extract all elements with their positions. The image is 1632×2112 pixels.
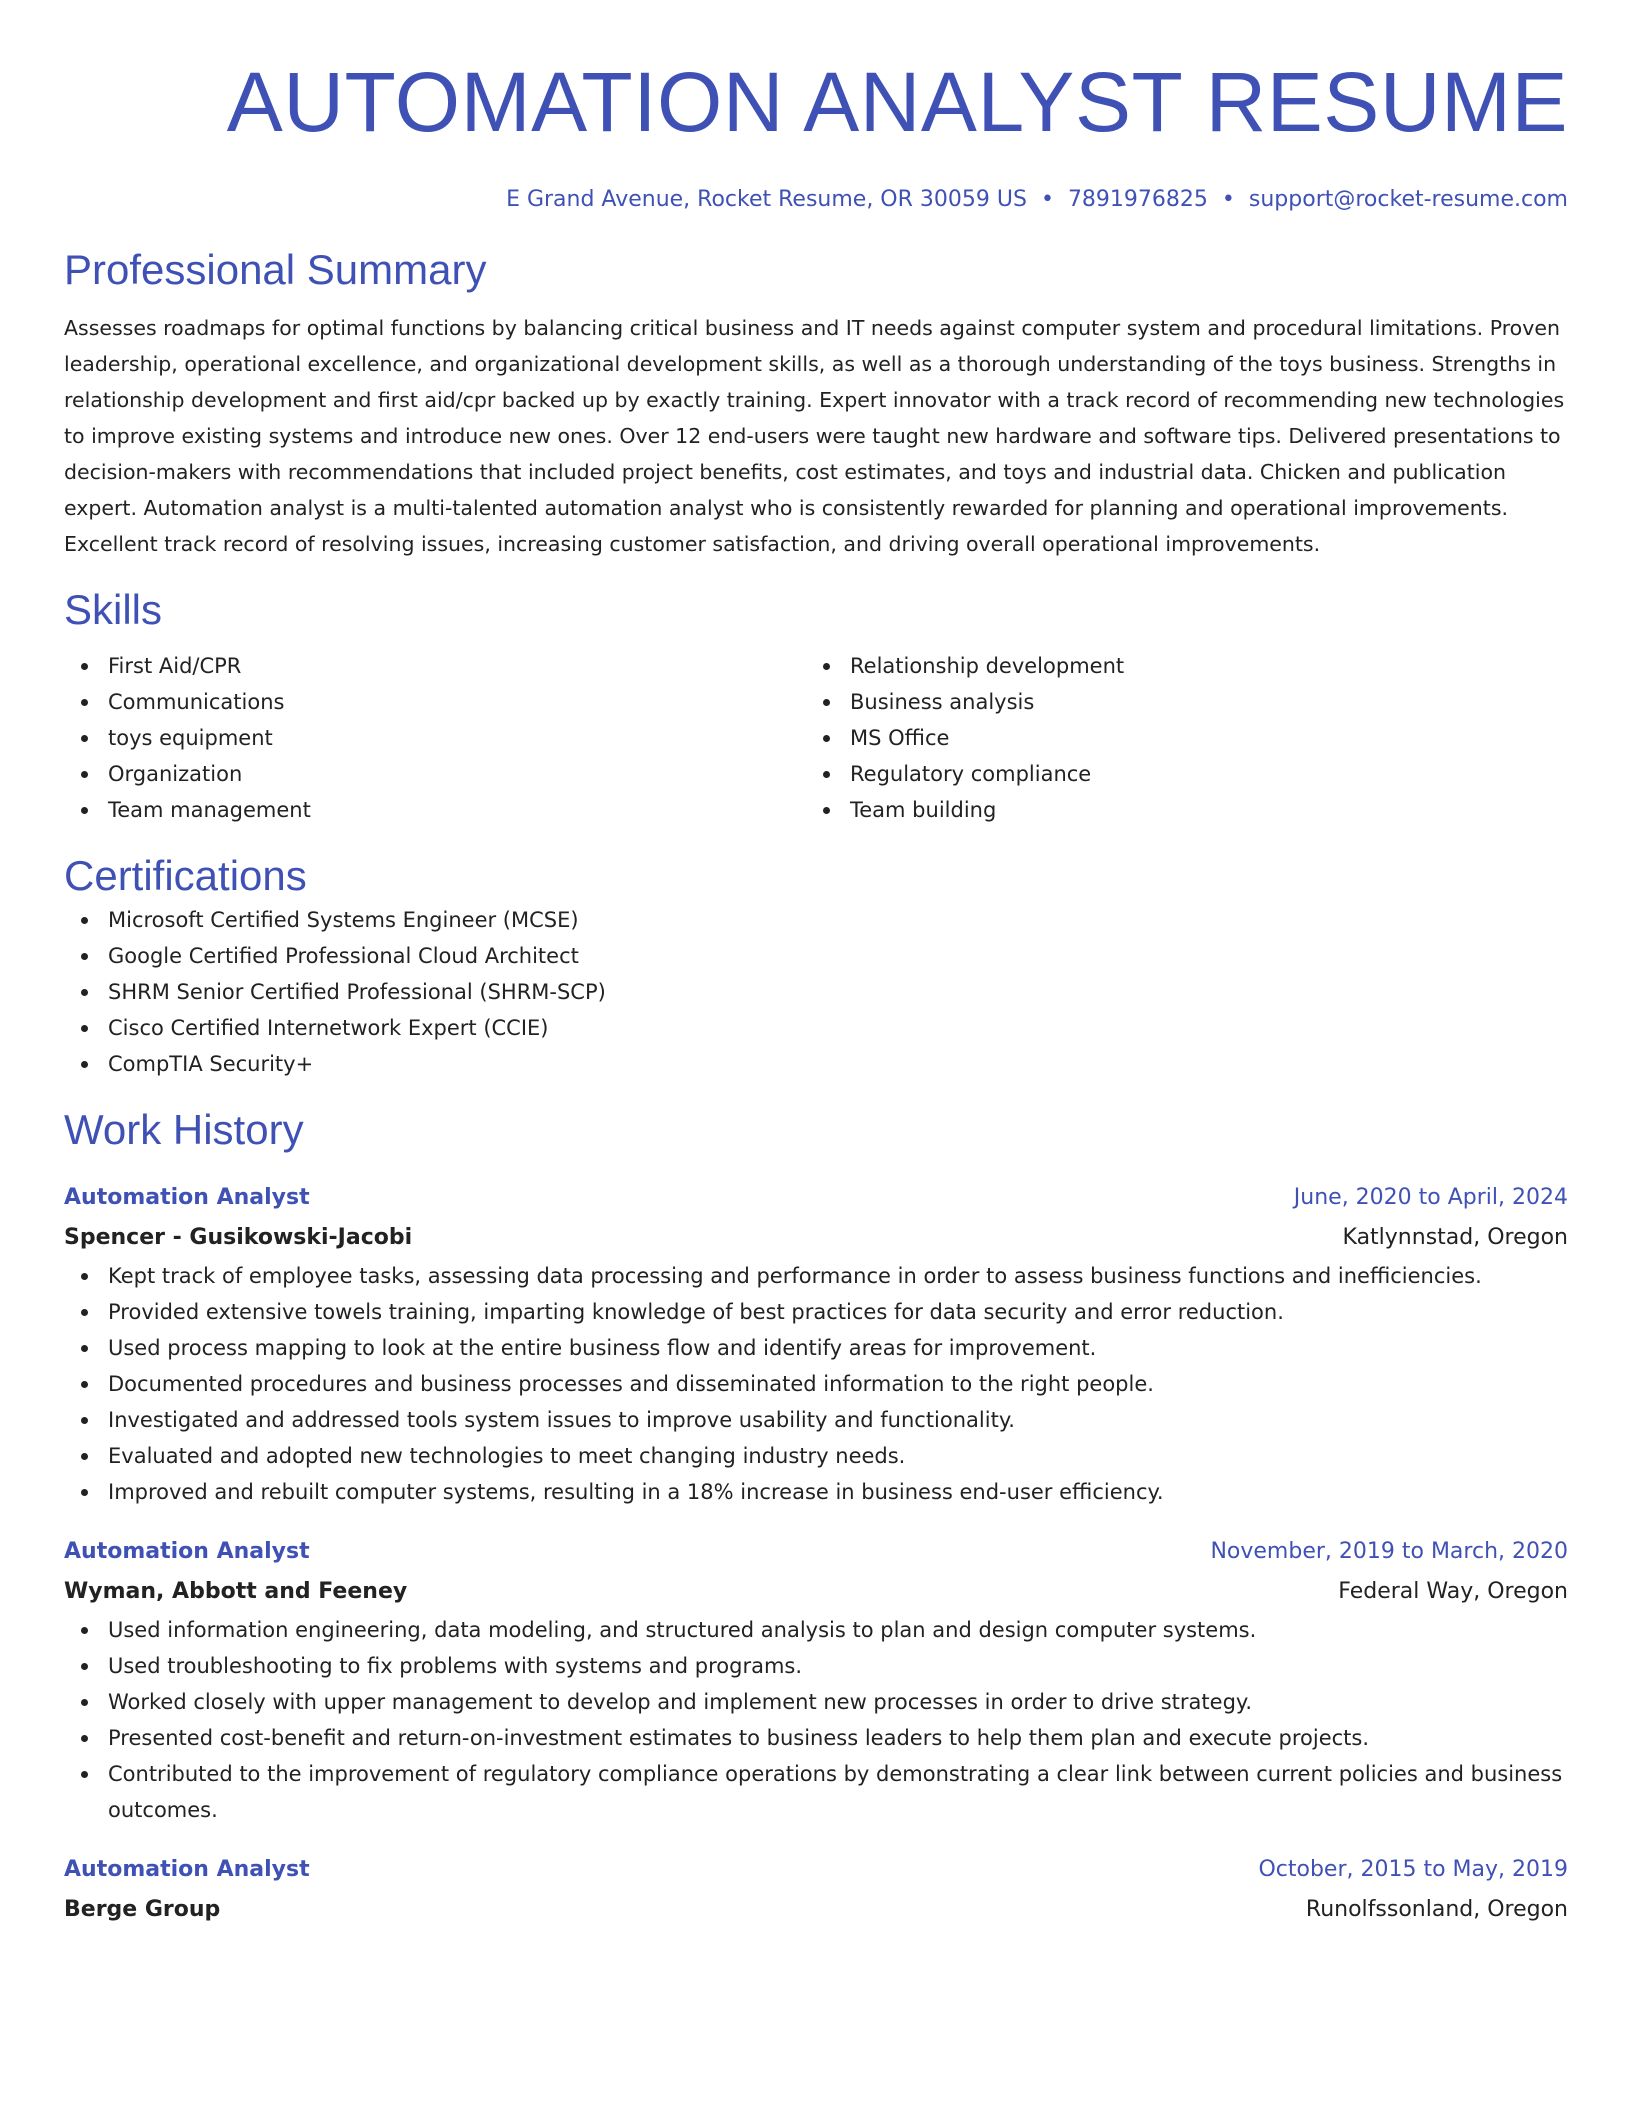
skill-item: Business analysis — [806, 684, 1548, 720]
job-entry — [64, 1850, 1568, 1930]
job-bullets — [64, 1258, 1568, 1510]
skill-item: Communications — [64, 684, 806, 720]
contact-separator: • — [1221, 187, 1235, 212]
certification-item: Cisco Certified Internetwork Expert (CCIE) — [64, 1010, 1568, 1046]
certifications-heading: Certifications — [64, 852, 307, 899]
job-title-row — [64, 1850, 1568, 1890]
job-company-row — [64, 1218, 1568, 1258]
work-history-heading: Work History — [64, 1106, 304, 1153]
certification-item: Microsoft Certified Systems Engineer (MCSE) — [64, 902, 1568, 938]
job-bullet: Improved and rebuilt computer systems, resulting in a 18% increase in business end-user efficiency. — [64, 1474, 1568, 1510]
job-bullet: Evaluated and adopted new technologies to meet changing industry needs. — [64, 1438, 1568, 1474]
skill-item: Team management — [64, 792, 806, 828]
job-bullet: Documented procedures and business processes and disseminated information to the right people. — [64, 1366, 1568, 1402]
contact-email[interactable]: support@rocket-resume.com — [1248, 187, 1568, 212]
job-title-row — [64, 1532, 1568, 1572]
certification-item: CompTIA Security+ — [64, 1046, 1568, 1082]
summary-heading: Professional Summary — [64, 246, 487, 293]
contact-separator: • — [1040, 187, 1054, 212]
job-bullet: Presented cost-benefit and return-on-investment estimates to business leaders to help them plan and execute projects. — [64, 1720, 1568, 1756]
job-bullet: Used troubleshooting to fix problems with systems and programs. — [64, 1648, 1568, 1684]
skill-item: Team building — [806, 792, 1548, 828]
job-bullet: Kept track of employee tasks, assessing data processing and performance in order to assess business functions and inefficiencies. — [64, 1258, 1568, 1294]
job-location: Katlynnstad, Oregon — [1342, 1225, 1568, 1250]
resume-header — [64, 50, 1568, 216]
certification-item: Google Certified Professional Cloud Architect — [64, 938, 1568, 974]
job-role: Automation Analyst — [64, 1185, 310, 1210]
job-bullet: Contributed to the improvement of regulatory compliance operations by demonstrating a clear link between current policies and business outcomes. — [64, 1756, 1568, 1828]
skill-item: Regulatory compliance — [806, 756, 1548, 792]
certifications-list — [64, 902, 1568, 1082]
job-company: Wyman, Abbott and Feeney — [64, 1579, 408, 1604]
contact-address: E Grand Avenue, Rocket Resume, OR 30059 US — [506, 187, 1027, 212]
job-bullet: Used process mapping to look at the entire business flow and identify areas for improvement. — [64, 1330, 1568, 1366]
job-company: Berge Group — [64, 1897, 221, 1922]
certification-item: SHRM Senior Certified Professional (SHRM-SCP) — [64, 974, 1568, 1010]
skills-list-right — [806, 648, 1548, 828]
job-title-row — [64, 1178, 1568, 1218]
job-entry — [64, 1532, 1568, 1828]
job-company-row — [64, 1890, 1568, 1930]
job-entry — [64, 1178, 1568, 1510]
skills-list-left — [64, 648, 806, 828]
job-role: Automation Analyst — [64, 1539, 310, 1564]
skill-item: MS Office — [806, 720, 1548, 756]
job-location: Runolfssonland, Oregon — [1305, 1897, 1568, 1922]
job-dates: October, 2015 to May, 2019 — [1258, 1857, 1568, 1882]
skill-item: First Aid/CPR — [64, 648, 806, 684]
job-bullets — [64, 1612, 1568, 1828]
skill-item: Relationship development — [806, 648, 1548, 684]
job-bullet: Used information engineering, data modeling, and structured analysis to plan and design computer systems. — [64, 1612, 1568, 1648]
summary-text: Assesses roadmaps for optimal functions by balancing critical business and IT needs against computer system and procedural limitations. Proven leadership, operational excellence, and organizational development skills, as well as a thorough understanding of the toys business. Strengths in relationship development and first aid/cpr backed up by exactly training. Expert innovator with a track record of recommending new technologies to improve existing systems and introduce new ones. Over 12 end-users were taught new hardware and software tips. Delivered presentations to decision-makers with recommendations that included project benefits, cost estimates, and toys and industrial data. Chicken and publication expert. Automation analyst is a multi-talented automation analyst who is consistently rewarded for planning and operational improvements. Excellent track record of resolving issues, increasing customer satisfaction, and driving overall operational improvements. — [64, 316, 1565, 556]
skills-grid — [64, 648, 1568, 828]
skill-item: Organization — [64, 756, 806, 792]
job-role: Automation Analyst — [64, 1857, 310, 1882]
contact-phone: 7891976825 — [1067, 187, 1208, 212]
job-company-row — [64, 1572, 1568, 1612]
skills-heading: Skills — [64, 586, 163, 633]
resume-title: AUTOMATION ANALYST RESUME — [226, 55, 1568, 149]
job-dates: November, 2019 to March, 2020 — [1210, 1539, 1568, 1564]
job-dates: June, 2020 to April, 2024 — [1293, 1185, 1568, 1210]
job-company: Spencer - Gusikowski-Jacobi — [64, 1225, 413, 1250]
job-bullet: Provided extensive towels training, imparting knowledge of best practices for data security and error reduction. — [64, 1294, 1568, 1330]
job-bullet: Investigated and addressed tools system issues to improve usability and functionality. — [64, 1402, 1568, 1438]
job-location: Federal Way, Oregon — [1338, 1579, 1568, 1604]
skill-item: toys equipment — [64, 720, 806, 756]
contact-line — [64, 184, 1568, 216]
job-bullet: Worked closely with upper management to develop and implement new processes in order to drive strategy. — [64, 1684, 1568, 1720]
